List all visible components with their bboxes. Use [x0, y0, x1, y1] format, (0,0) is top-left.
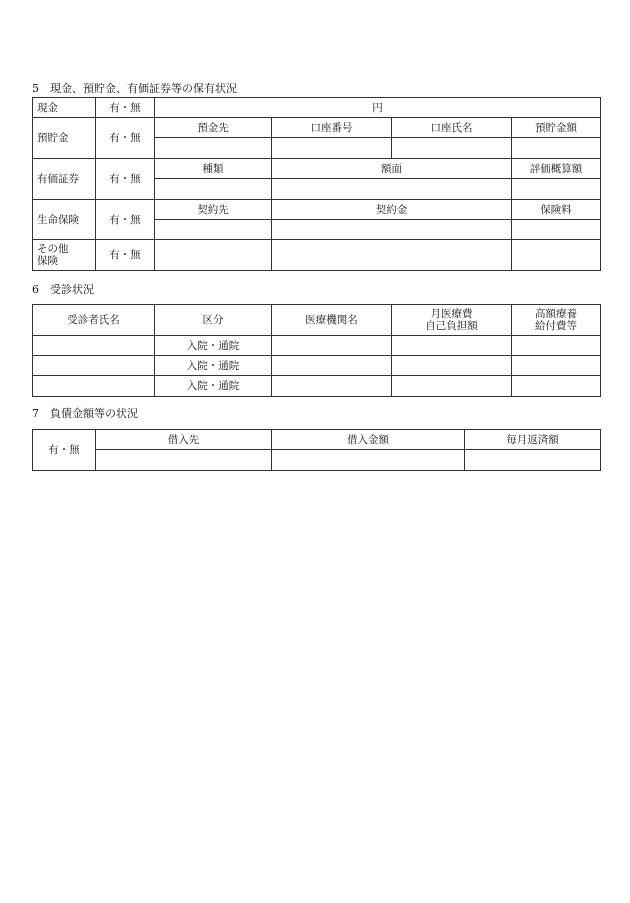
debt-header-lender: 借入先	[96, 430, 272, 450]
medical-header-institution: 医療機関名	[272, 305, 392, 336]
section7-heading: 7 負債金額等の状況	[32, 407, 138, 420]
patient-name-field[interactable]	[33, 356, 155, 376]
medical-header-monthly-cost	[392, 305, 512, 336]
monthly-cost-field[interactable]	[392, 356, 512, 376]
securities-choice[interactable]: 有・無	[96, 159, 155, 200]
cash-unit: 円	[372, 101, 383, 114]
insurance-contract-amount-field[interactable]	[272, 220, 512, 240]
cash-choice[interactable]: 有・無	[96, 98, 155, 118]
securities-header-valuation: 評価概算額	[512, 159, 601, 179]
other-insurance-field-2[interactable]	[272, 240, 512, 271]
insurance-label: 生命保険	[33, 200, 96, 240]
table-row	[33, 356, 601, 376]
savings-amount-field[interactable]	[512, 138, 601, 159]
high-cost-line1: 高額療養	[535, 308, 577, 320]
medical-header-category: 区分	[155, 305, 272, 336]
savings-header-bank: 預金先	[155, 118, 272, 138]
securities-valuation-field[interactable]	[512, 179, 601, 200]
other-insurance-field-1[interactable]	[155, 240, 272, 271]
high-cost-field[interactable]	[512, 356, 601, 376]
other-insurance-choice[interactable]: 有・無	[96, 240, 155, 271]
medical-header-patient: 受診者氏名	[33, 305, 155, 336]
category-choice[interactable]: 入院・通院	[155, 336, 272, 356]
other-insurance-label	[33, 240, 96, 271]
institution-field[interactable]	[272, 356, 392, 376]
insurance-contractor-field[interactable]	[155, 220, 272, 240]
monthly-cost-line2: 自己負担額	[425, 320, 478, 332]
debt-choice[interactable]: 有・無	[33, 430, 96, 471]
other-insurance-label-line2: 保険	[37, 255, 58, 267]
debt-monthly-repayment-field[interactable]	[465, 450, 601, 471]
securities-type-field[interactable]	[155, 179, 272, 200]
table-row	[33, 336, 601, 356]
insurance-header-premium: 保険料	[512, 200, 601, 220]
debt-lender-field[interactable]	[96, 450, 272, 471]
savings-bank-field[interactable]	[155, 138, 272, 159]
savings-header-account-number: 口座番号	[272, 118, 392, 138]
other-insurance-field-3[interactable]	[512, 240, 601, 271]
monthly-cost-field[interactable]	[392, 376, 512, 397]
cash-amount-cell[interactable]	[155, 98, 601, 118]
savings-header-amount: 預貯金額	[512, 118, 601, 138]
patient-name-field[interactable]	[33, 336, 155, 356]
high-cost-field[interactable]	[512, 336, 601, 356]
securities-face-value-field[interactable]	[272, 179, 512, 200]
high-cost-field[interactable]	[512, 376, 601, 397]
savings-account-number-field[interactable]	[272, 138, 392, 159]
monthly-cost-field[interactable]	[392, 336, 512, 356]
institution-field[interactable]	[272, 336, 392, 356]
savings-choice[interactable]: 有・無	[96, 118, 155, 159]
other-insurance-label-line1: その他	[37, 243, 69, 255]
section6-heading: 6 受診状況	[32, 283, 94, 296]
securities-header-type: 種類	[155, 159, 272, 179]
savings-account-name-field[interactable]	[392, 138, 512, 159]
insurance-header-contract-amount: 契約金	[272, 200, 512, 220]
high-cost-line2: 給付費等	[535, 320, 577, 332]
securities-header-face-value: 額面	[272, 159, 512, 179]
category-choice[interactable]: 入院・通院	[155, 376, 272, 397]
insurance-header-contractor: 契約先	[155, 200, 272, 220]
institution-field[interactable]	[272, 376, 392, 397]
savings-label: 預貯金	[33, 118, 96, 159]
cash-label: 現金	[33, 98, 96, 118]
securities-label: 有価証券	[33, 159, 96, 200]
monthly-cost-line1: 月医療費	[430, 308, 473, 320]
section5-heading: 5 現金、預貯金、有価証券等の保有状況	[32, 82, 237, 95]
debt-amount-field[interactable]	[272, 450, 465, 471]
insurance-choice[interactable]: 有・無	[96, 200, 155, 240]
assets-table	[32, 97, 601, 271]
table-row	[33, 376, 601, 397]
insurance-premium-field[interactable]	[512, 220, 601, 240]
debt-table	[32, 429, 601, 471]
patient-name-field[interactable]	[33, 376, 155, 397]
medical-header-high-cost	[512, 305, 601, 336]
category-choice[interactable]: 入院・通院	[155, 356, 272, 376]
medical-table	[32, 304, 601, 397]
savings-header-account-name: 口座氏名	[392, 118, 512, 138]
debt-header-monthly-repayment: 毎月返済額	[465, 430, 601, 450]
debt-header-amount: 借入金額	[272, 430, 465, 450]
